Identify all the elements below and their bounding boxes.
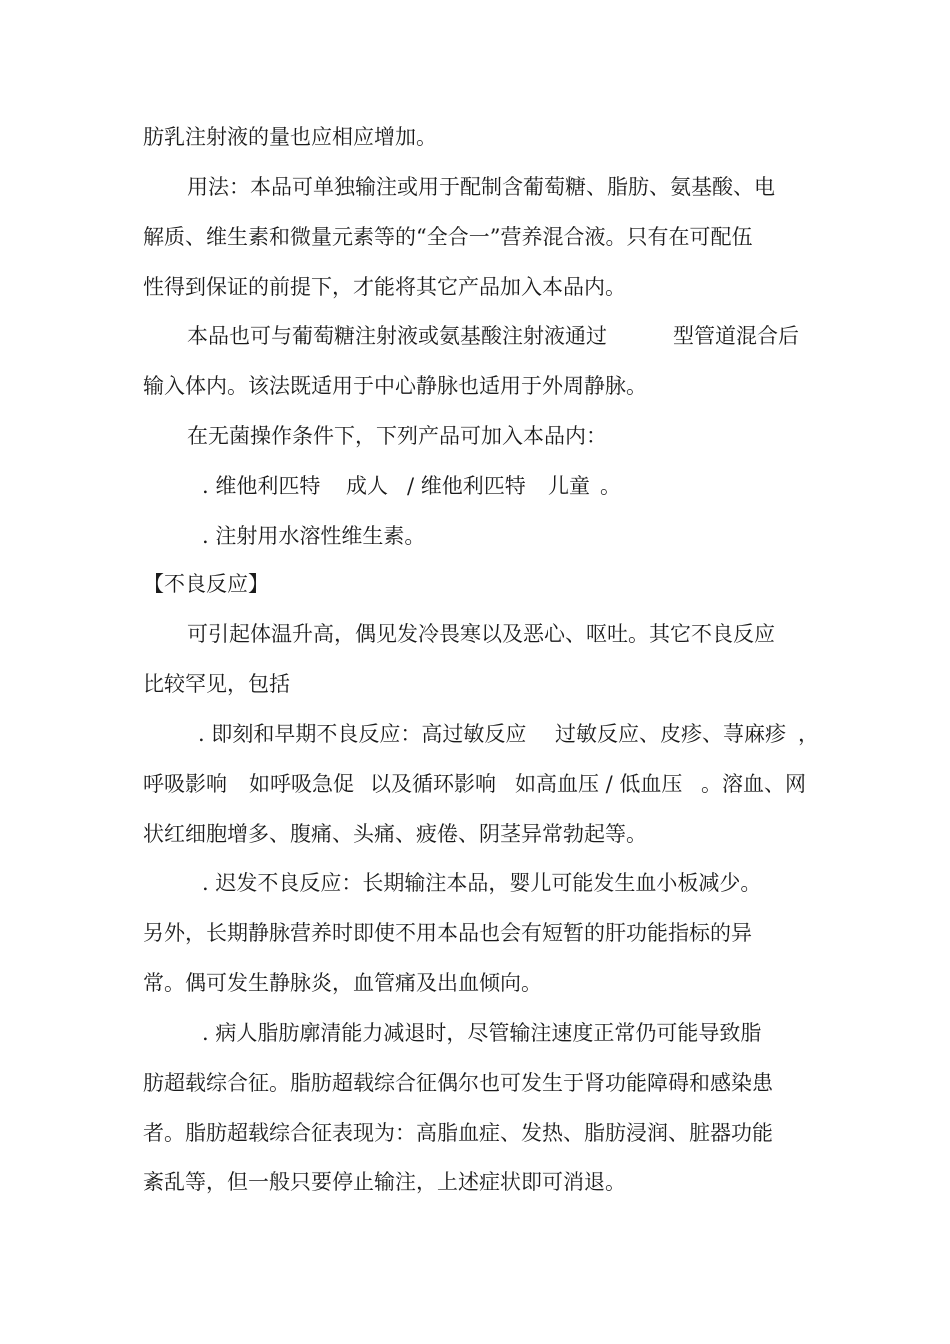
text-fragment: 型管道混合后 [673, 324, 799, 348]
text-line: 肪乳注射液的量也应相应增加。 [143, 125, 437, 149]
text-line: 解质、维生素和微量元素等的“全合一”营养混合液。只有在可配伍 [143, 225, 753, 249]
list-item: . 注射用水溶性维生素。 [202, 524, 426, 548]
text-line: 本品也可与葡萄糖注射液或氨基酸注射液通过 [187, 324, 607, 348]
text-fragment: 儿童 [548, 474, 590, 498]
text-fragment: 过敏反应、皮疹、荨麻疹 [555, 722, 786, 746]
text-line: 在无菌操作条件下，下列产品可加入本品内： [187, 424, 607, 448]
text-line: 可引起体温升高，偶见发冷畏寒以及恶心、呕吐。其它不良反应 [187, 622, 775, 646]
text-fragment: 。溶血、网 [701, 772, 806, 796]
text-line: 紊乱等，但一般只要停止输注，上述症状即可消退。 [143, 1170, 626, 1194]
text-line: 常。偶可发生静脉炎，血管痛及出血倾向。 [143, 971, 542, 995]
section-heading: 【不良反应】 [143, 572, 269, 596]
text-fragment: 成人 [346, 474, 388, 498]
text-line: 肪超载综合征。脂肪超载综合征偶尔也可发生于肾功能障碍和感染患 [143, 1071, 773, 1095]
text-line: 者。脂肪超载综合征表现为：高脂血症、发热、脂肪浸润、脏器功能 [143, 1121, 773, 1145]
text-fragment: 如高血压 / 低血压 [515, 772, 683, 796]
text-fragment: 如呼吸急促 [249, 772, 354, 796]
text-fragment: 以及循环影响 [370, 772, 496, 796]
text-fragment: 呼吸影响 [143, 772, 227, 796]
text-fragment: 。 [600, 474, 621, 498]
text-line: 输入体内。该法既适用于中心静脉也适用于外周静脉。 [143, 374, 647, 398]
list-item: . 维他利匹特 [202, 474, 321, 498]
text-line: 另外，长期静脉营养时即使不用本品也会有短暂的肝功能指标的异 [143, 921, 752, 945]
list-item: . 迟发不良反应：长期输注本品，婴儿可能发生血小板减少。 [202, 871, 762, 895]
text-fragment: ， [798, 722, 819, 746]
text-line: 用法：本品可单独输注或用于配制含葡萄糖、脂肪、氨基酸、电 [187, 175, 775, 199]
text-line: 性得到保证的前提下，才能将其它产品加入本品内。 [143, 275, 626, 299]
list-item: . 病人脂肪廓清能力减退时，尽管输注速度正常仍可能导致脂 [202, 1021, 762, 1045]
text-line: 状红细胞增多、腹痛、头痛、疲倦、阴茎异常勃起等。 [143, 822, 647, 846]
text-line: 比较罕见，包括 [143, 672, 290, 696]
list-item: . 即刻和早期不良反应：高过敏反应 [198, 722, 527, 746]
text-fragment: / 维他利匹特 [407, 474, 526, 498]
